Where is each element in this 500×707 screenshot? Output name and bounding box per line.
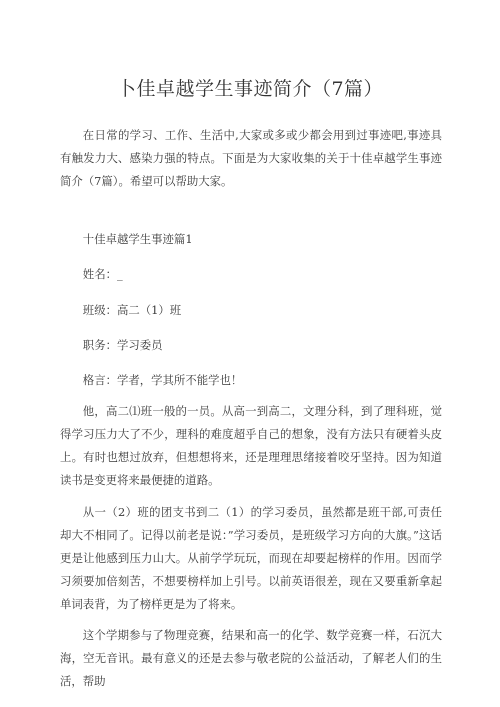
class-line: 班级：高二（1）班 bbox=[82, 303, 182, 317]
position-line: 职务：学习委员 bbox=[82, 338, 163, 352]
name-line: 姓名：_ bbox=[82, 267, 123, 281]
body-paragraph: 这个学期参与了物理竞赛，结果和高一的化学、数学竞赛一样，石沉大海，空无音讯。最有意义的还是去参与敬老院的公益活动，了解老人们的生活，帮助 bbox=[60, 628, 442, 688]
motto-line: 格言：学者，学其所不能学也！ bbox=[82, 373, 243, 387]
body-paragraph: 从一（2）班的团支书到二（1）的学习委员，虽然都是班干部,可责任却大不相同了。记得以前老是说：”学习委员，是班级学习方向的大旗。”这话更是让他感到压力山大。从前学学玩玩，而现在却要起榜样的作用。因而学习须要加倍刻苦，不想要榜样加上引号。以前英语很差，现在又要重新拿起单词表背，为了榜样更是为了将来。 bbox=[60, 505, 442, 611]
section-gap bbox=[60, 193, 442, 218]
intro-paragraph: 在日常的学习、工作、生活中,大家或多或少都会用到过事迹吧,事迹具有触发力大、感染力强的特点。下面是为大家收集的关于十佳卓越学生事迹简介（7篇）。希望可以帮助大家。 bbox=[60, 128, 442, 188]
body-paragraph: 他，高二⑴班一般的一员。从高一到高二，文理分科，到了理科班，觉得学习压力大了不少，理科的难度超乎自己的想象，没有方法只有硬着头皮上。有时也想过放弃，但想想将来，还是理理思绪接着咬牙坚持。因为知道读书是变更将来最便捷的道路。 bbox=[60, 404, 442, 487]
section-heading: 十佳卓越学生事迹篇1 bbox=[82, 232, 193, 246]
document-body bbox=[60, 124, 442, 693]
document-title: 卜佳卓越学生事迹简介（7篇） bbox=[116, 78, 384, 100]
